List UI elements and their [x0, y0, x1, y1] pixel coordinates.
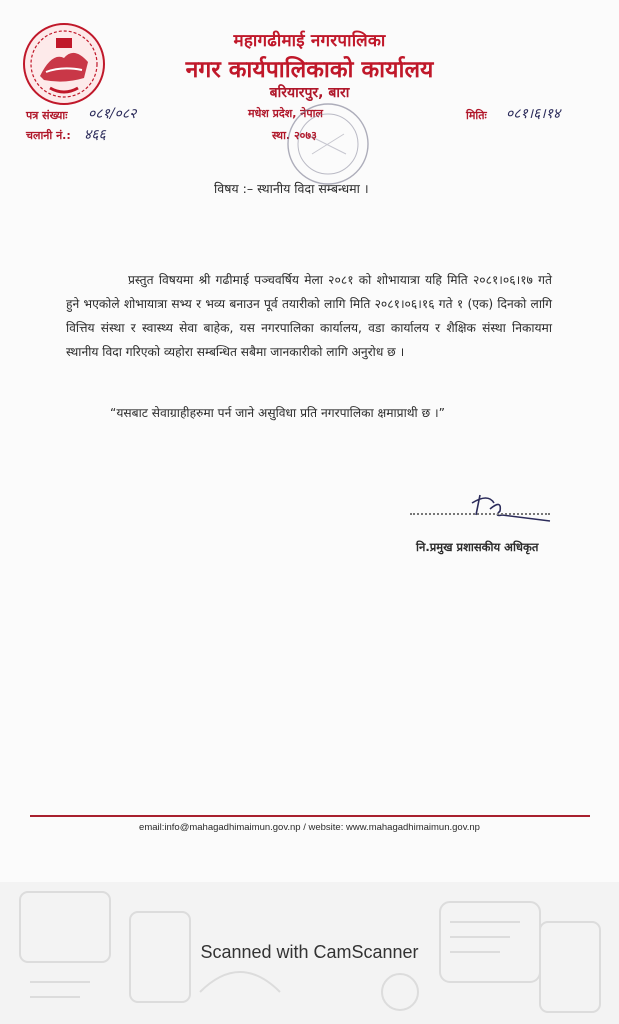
letter-body: प्रस्तुत विषयमा श्री गढीमाई पञ्चवर्षिय मेला २०८१ को शोभायात्रा यहि मिति २०८१।०६।१७ गते हुने भएकोले शोभायात्रा सभ्य र भव्य बनाउन पूर्व तयारीको लागि मिति २०८१।०६।१६ गते १ (एक) दिनको लागि वित्तिय संस्था र स्वास्थ्य सेवा बाहेक, यस नगरपालिका कार्यालय, वडा कार्यालय र शैक्षिक संस्था निकायमा स्थानीय विदा गरिएको व्यहोरा सम्बन्धित सबैमा जानकारीको लागि अनुरोध छ । [66, 273, 552, 359]
established-line: स्था. २०७३ [272, 129, 317, 142]
office-location: बरियारपुर, बारा [269, 85, 350, 101]
footer-rule [30, 815, 590, 817]
dispatch-no-label: चलानी नं.: [26, 129, 71, 142]
camscanner-text: Scanned with CamScanner [200, 942, 419, 962]
date-value: ०८१।६।१४ [506, 106, 561, 122]
province-line: मधेश प्रदेश, नेपाल [248, 107, 323, 120]
office-name: नगर कार्यपालिकाको कार्यालय [185, 57, 434, 83]
signature-icon [410, 485, 560, 535]
signatory-title: नि.प्रमुख प्रशासकीय अधिकृत [416, 540, 539, 554]
letter-no-label: पत्र संख्याः [26, 109, 68, 122]
apology-note: “यसबाट सेवाग्राहीहरुमा पर्न जाने असुविधा प्रति नगरपालिका क्षमाप्राथी छ ।” [110, 406, 445, 420]
letter-no-value: ०८१/०८२ [88, 106, 137, 122]
municipality-name: महागढीमाई नगरपालिका [233, 31, 386, 51]
camscanner-banner [0, 882, 619, 1024]
office-stamp-icon [280, 96, 376, 192]
footer-contact: email:info@mahagadhimaimun.gov.np / website: www.mahagadhimaimun.gov.np [139, 822, 480, 833]
letter-subject: विषय :– स्थानीय विदा सम्बन्धमा । [214, 181, 369, 196]
dispatch-no-value: ४६६ [84, 127, 106, 143]
date-label: मितिः [466, 109, 487, 122]
signature-line [410, 513, 550, 515]
